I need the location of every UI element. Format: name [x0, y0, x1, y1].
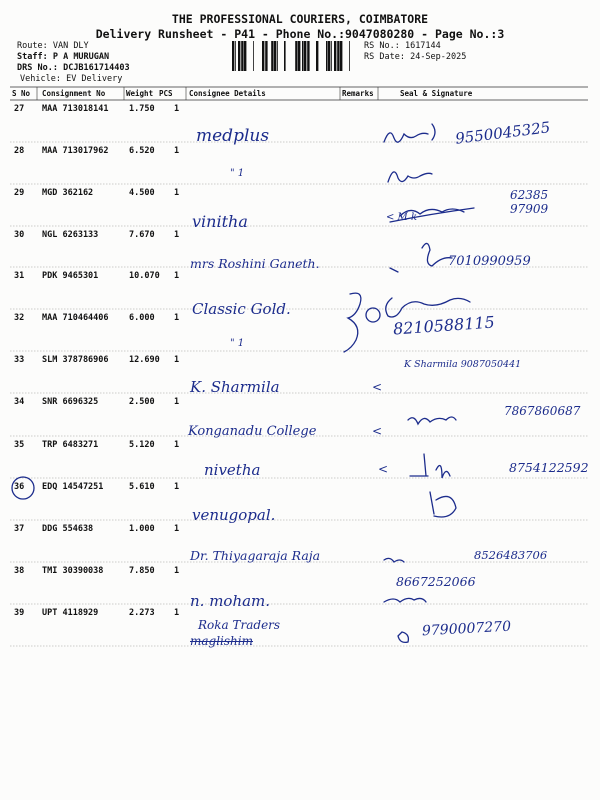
consignee-r31: Classic Gold. [192, 300, 291, 318]
signature-r27 [384, 124, 435, 142]
pcs-cell: 1 [174, 524, 180, 534]
pcs-cell: 1 [174, 313, 180, 323]
drs-label: DRS No.: [17, 63, 58, 73]
consignee-r27: medplus [196, 126, 270, 146]
seal-r35: 8754122592 [509, 460, 589, 475]
strikeout-r39: maglishim [190, 634, 253, 648]
rs-date-value: 24-Sep-2025 [410, 52, 467, 62]
ditto-r32: " 1 [230, 338, 245, 349]
sno-cell: 32 [14, 313, 25, 323]
sno-cell: 28 [14, 146, 25, 156]
signature-r38 [384, 598, 426, 602]
col-weight: Weight [126, 89, 154, 98]
pcs-cell: 1 [174, 271, 180, 281]
signature-r31 [344, 293, 361, 352]
pcs-cell: 1 [174, 146, 180, 156]
pcs-cell: 1 [174, 230, 180, 240]
remark-r34: < [372, 424, 383, 438]
consignee-r39: Roka Traders [198, 618, 281, 632]
pcs-cell: 1 [174, 188, 180, 198]
circle-mark-r36 [12, 477, 34, 499]
staff-value: P A MURUGAN [52, 52, 110, 62]
consignment-cell: EDQ 14547251 [42, 482, 104, 492]
seal-r34: 7867860687 [504, 404, 581, 418]
weight-cell: 7.670 [129, 230, 155, 240]
consignment-cell: SLM 378786906 [42, 355, 109, 365]
rs-no-value: 1617144 [404, 41, 441, 51]
consignee-r30: mrs Roshini Ganeth. [190, 256, 320, 271]
sno-cell: 34 [14, 397, 25, 407]
signature-r30 [390, 243, 452, 272]
sno-cell: 31 [14, 271, 25, 281]
signature-r28 [388, 172, 432, 182]
sno-cell: 27 [14, 104, 25, 114]
pcs-cell: 1 [174, 608, 180, 618]
sno-cell: 36 [14, 482, 25, 492]
consignee-r36: venugopal. [192, 506, 276, 524]
pcs-cell: 1 [174, 440, 180, 450]
col-consignment: Consignment No [42, 89, 106, 98]
route-value: VAN DLY [52, 41, 89, 51]
consignee-r35: nivetha [204, 461, 261, 479]
weight-cell: 6.520 [129, 146, 155, 156]
rs-date-label: RS Date: [364, 52, 405, 62]
weight-cell: 1.750 [129, 104, 155, 114]
seal-r29: 62385 97909 [510, 188, 549, 216]
sno-cell: 37 [14, 524, 25, 534]
remark-r35: < [378, 462, 389, 476]
weight-cell: 7.850 [129, 566, 155, 576]
weight-cell: 2.273 [129, 608, 155, 618]
consignee-r34: Konganadu College [188, 424, 317, 439]
signature-r31b [386, 298, 470, 317]
consignee-r37: Dr. Thiyagaraja Raja [190, 548, 321, 563]
sno-cell: 35 [14, 440, 25, 450]
seal-r32: 8210588115 [392, 312, 496, 339]
staff-label: Staff: [17, 52, 48, 62]
consignment-cell: MAA 710464406 [42, 313, 109, 323]
weight-cell: 5.120 [129, 440, 155, 450]
seal-r39: 9790007270 [421, 618, 512, 640]
weight-cell: 10.070 [129, 271, 160, 281]
pcs-cell: 1 [174, 104, 180, 114]
col-sno: S No [12, 89, 31, 98]
company-title: THE PROFESSIONAL COURIERS, COIMBATORE [171, 12, 429, 26]
remark-r29: < M k [386, 212, 418, 223]
pcs-cell: 1 [174, 482, 180, 492]
sno-cell: 33 [14, 355, 25, 365]
pcs-cell: 1 [174, 397, 180, 407]
sno-cell: 38 [14, 566, 25, 576]
consignee-r33: K. Sharmila [190, 378, 280, 396]
weight-cell: 5.610 [129, 482, 155, 492]
consignee-r29: vinitha [192, 212, 248, 231]
col-pcs: PCS [159, 89, 173, 98]
seal-r37: 8526483706 [474, 548, 548, 562]
vehicle-value: EV Delivery [66, 74, 123, 84]
vehicle-label: Vehicle: [20, 74, 61, 84]
col-consignee: Consignee Details [189, 89, 266, 98]
consignment-cell: MAA 713017962 [42, 146, 109, 156]
seal-r27: 9550045325 [454, 118, 552, 148]
col-seal: Seal & Signature [400, 89, 473, 98]
consignment-cell: PDK 9465301 [42, 271, 99, 281]
remark-r33: < [372, 380, 383, 394]
signature-r37 [384, 558, 404, 562]
consignment-cell: DDG 554638 [42, 524, 94, 534]
seal-r33: K Sharmila 9087050441 [404, 359, 522, 370]
pcs-cell: 1 [174, 355, 180, 365]
rs-no-label: RS No.: [364, 41, 400, 51]
consignment-cell: NGL 6263133 [42, 230, 99, 240]
consignment-cell: TMI 30390038 [42, 566, 104, 576]
consignment-cell: UPT 4118929 [42, 608, 99, 618]
signature-r39 [398, 632, 408, 642]
pcs-cell: 1 [174, 566, 180, 576]
signature-r36 [430, 492, 456, 517]
weight-cell: 2.500 [129, 397, 155, 407]
sno-cell: 39 [14, 608, 25, 618]
consignment-cell: SNR 6696325 [42, 397, 99, 407]
weight-cell: 12.690 [129, 355, 160, 365]
sno-cell: 29 [14, 188, 25, 198]
signature-r35 [410, 454, 450, 478]
consignment-cell: MGD 362162 [42, 188, 94, 198]
route-label: Route: [17, 41, 48, 51]
ditto-r28: " 1 [230, 168, 245, 179]
consignee-r38: n. moham. [190, 592, 271, 610]
consignment-cell: TRP 6483271 [42, 440, 99, 450]
drs-value: DCJB161714403 [63, 63, 130, 73]
seal-r38: 8667252066 [396, 574, 476, 589]
weight-cell: 1.000 [129, 524, 155, 534]
seal-r30: 7010990959 [448, 254, 531, 269]
weight-cell: 6.000 [129, 313, 155, 323]
sno-cell: 30 [14, 230, 25, 240]
signature-r29 [390, 208, 474, 222]
stamp-mark-r32 [366, 308, 380, 322]
runsheet-subtitle: Delivery Runsheet - P41 - Phone No.:9047080280 - Page No.:3 [95, 27, 505, 41]
signature-r34 [408, 417, 456, 424]
weight-cell: 4.500 [129, 188, 155, 198]
consignment-cell: MAA 713018141 [42, 104, 109, 114]
col-remarks: Remarks [342, 89, 374, 98]
